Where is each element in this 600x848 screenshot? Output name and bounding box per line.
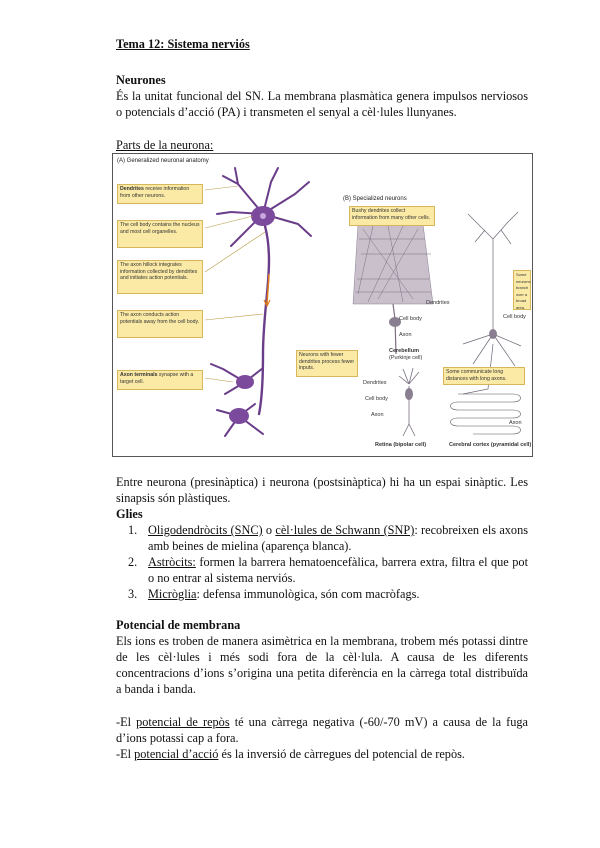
potencial-paragraph: Els ions es troben de manera asimètrica en la membrana, trobem més potassi dintre de les cèl·lules i més sodi fora de la cèl·lula. A causa de les diferents concentracions d’ions s’origina una petita diferència en la càrrega total distribuïda a banda i banda. <box>116 634 528 696</box>
panel-a-title: (A) Generalized neuronal anatomy <box>117 158 209 164</box>
callout-cell-body: The cell body contains the nucleus and most cell organelles. <box>117 220 203 248</box>
glies-item-microglia: Micròglia: defensa immunològica, són com macròfags. <box>148 587 420 601</box>
callout-fewer-dendrites: Neurons with fewer dendrites process fewer inputs. <box>296 350 358 377</box>
label-dendrites-1: Dendrites <box>426 300 450 306</box>
glies-item-number: 3. <box>128 587 138 601</box>
label-cortex: Cerebral cortex (pyramidal cell) <box>449 442 532 448</box>
label-axon-2: Axon <box>371 412 384 418</box>
label-cell-body-1: Cell body <box>399 316 422 322</box>
label-cell-body-3: Cell body <box>503 314 526 320</box>
label-axon-3: Axon <box>509 420 522 426</box>
label-dendrites-2: Dendrites <box>363 380 387 386</box>
label-axon-1: Axon <box>399 332 412 338</box>
callout-dendrites: Dendrites receive information from other neurons. <box>117 184 203 204</box>
parts-heading: Parts de la neurona: <box>116 138 214 152</box>
glies-item-astrocits: Astròcits: formen la barrera hematoencefàlica, barrera extra, filtra el que pot o no entrar al sistema nerviós. <box>148 555 528 585</box>
label-cell-body-2: Cell body <box>365 396 388 402</box>
glies-item-number: 1. <box>128 523 138 537</box>
callout-long-axons: Some communicate long distances with long axons. <box>443 367 525 385</box>
glies-item-oligodendrocits: Oligodendròcits (SNC) o cèl·lules de Schwann (SNP): recobreixen els axons amb beines de mielina (aparença blanca). <box>148 523 529 553</box>
callout-axon-terminals: Axon terminals synapse with a target cell. <box>117 370 203 390</box>
glies-heading: Glies <box>116 507 143 521</box>
callout-axon-hillock: The axon hillock integrates information collected by dendrites and initiates action potentials. <box>117 260 203 294</box>
neuron-anatomy-figure <box>112 153 533 457</box>
label-cerebellum: Cerebellum <box>389 348 419 354</box>
label-purkinje: (Purkinje cell) <box>389 355 423 361</box>
glies-item-number: 2. <box>128 555 138 569</box>
neurones-paragraph: És la unitat funcional del SN. La membrana plasmàtica genera impulsos nerviosos o potencials d’acció (PA) i transmeten el senyal a cèl·lules llunyanes. <box>116 89 528 119</box>
callout-bushy-dendrites: Bushy dendrites collect information from many other cells. <box>349 206 435 226</box>
callout-broad-branches: Some neurons branch over a broad area. <box>513 270 531 310</box>
repos-paragraph: -El potencial de repòs té una càrrega negativa (-60/-70 mV) a causa de la fuga d’ions potassi cap a fora. <box>116 715 528 745</box>
page-title: Tema 12: Sistema nerviós <box>116 37 250 51</box>
accio-paragraph: -El potencial d’acció és la inversió de càrregues del potencial de repòs. <box>116 747 465 761</box>
callout-axon: The axon conducts action potentials away from the cell body. <box>117 310 203 338</box>
neurones-heading: Neurones <box>116 73 166 87</box>
panel-b-title: (B) Specialized neurons <box>343 196 407 202</box>
label-retina: Retina (bipolar cell) <box>375 442 427 448</box>
potencial-heading: Potencial de membrana <box>116 618 241 632</box>
sinapsis-paragraph: Entre neurona (presinàptica) i neurona (postsinàptica) hi ha un espai sinàptic. Les sinapsis són plàstiques. <box>116 475 528 505</box>
